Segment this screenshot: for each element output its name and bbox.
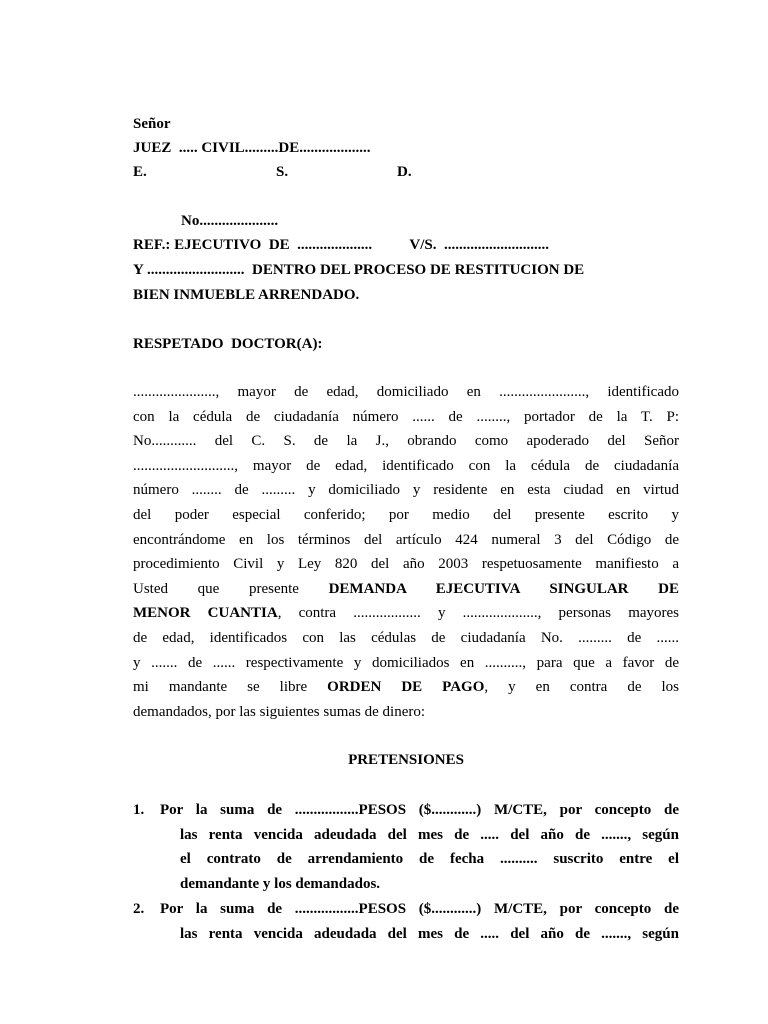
body-line: MENOR CUANTIA, contra .................. y ...................., personas mayores: [133, 605, 680, 622]
item-line: Por la suma de .................PESOS ($............) M/CTE, por concepto de: [160, 802, 679, 818]
item-1-first-line-wrap: [160, 798, 679, 823]
item-line: las renta vencida adeudada del mes de ..... del año de ......., según: [180, 826, 679, 843]
body-line: No............ del C. S. de la J., obrando como apoderado del Señor: [133, 433, 679, 450]
item-number: 2.: [133, 901, 145, 917]
body-line: encontrándome en los términos del artículo 424 numeral 3 del Código de: [133, 531, 679, 548]
item-line: Por la suma de .................PESOS ($............) M/CTE, por concepto de: [160, 901, 679, 917]
body-line: número ........ de ......... y domiciliado y residente en esta ciudad en virtud: [133, 482, 679, 499]
item-1-text: [180, 823, 679, 897]
reference-line: REF.: EJECUTIVO DE .................... V/S. ............................: [133, 237, 549, 253]
body-line: de edad, identificados con las cédulas de ciudadanía No. ......... de ......: [133, 629, 679, 646]
salutation: Señor: [133, 116, 171, 132]
section-title: PRETENSIONES: [348, 752, 464, 768]
case-number: No.....................: [181, 213, 279, 229]
e-letter: E.: [133, 164, 147, 180]
item-line: el contrato de arrendamiento de fecha .......... suscrito entre el: [180, 851, 679, 868]
item-line: demandante y los demandados.: [180, 875, 381, 892]
item-line: las renta vencida adeudada del mes de ..... del año de ......., según: [180, 925, 679, 942]
emphasis-text: MENOR CUANTIA: [133, 605, 278, 622]
property-line: BIEN INMUEBLE ARRENDADO.: [133, 287, 360, 303]
s-letter: S.: [276, 164, 289, 180]
item-number: 1.: [133, 802, 145, 818]
process-line: Y .......................... DENTRO DEL PROCESO DE RESTITUCION DE: [133, 262, 585, 278]
body-line: procedimiento Civil y Ley 820 del año 2003 respetuosamente manifiesto a: [133, 556, 679, 573]
body-line: ......................, mayor de edad, domiciliado en ......................., identificado: [133, 384, 679, 400]
judge-line: JUEZ ..... CIVIL.........DE...................: [133, 140, 371, 156]
body-line: con la cédula de ciudadanía número ...... de ........, portador de la T. P:: [133, 408, 679, 425]
emphasis-text: ORDEN DE PAGO: [327, 679, 485, 696]
body-paragraph: [133, 380, 679, 724]
body-line: Usted que presente DEMANDA EJECUTIVA SINGULAR DE: [133, 580, 679, 597]
d-letter: D.: [397, 164, 412, 180]
item-2-text: [180, 922, 679, 947]
emphasis-text: DEMANDA EJECUTIVA SINGULAR DE: [328, 580, 679, 597]
body-line: ..........................., mayor de edad, identificado con la cédula de ciudadanía: [133, 457, 679, 474]
body-line: demandados, por las siguientes sumas de dinero:: [133, 703, 426, 720]
item-2-first-line-wrap: [160, 897, 679, 922]
body-line: mi mandante se libre ORDEN DE PAGO, y en contra de los: [133, 679, 679, 696]
body-line: y ....... de ...... respectivamente y domiciliados en .........., para que a favor de: [133, 654, 679, 671]
greeting: RESPETADO DOCTOR(A):: [133, 336, 323, 352]
body-line: del poder especial conferido; por medio del presente escrito y: [133, 506, 679, 523]
